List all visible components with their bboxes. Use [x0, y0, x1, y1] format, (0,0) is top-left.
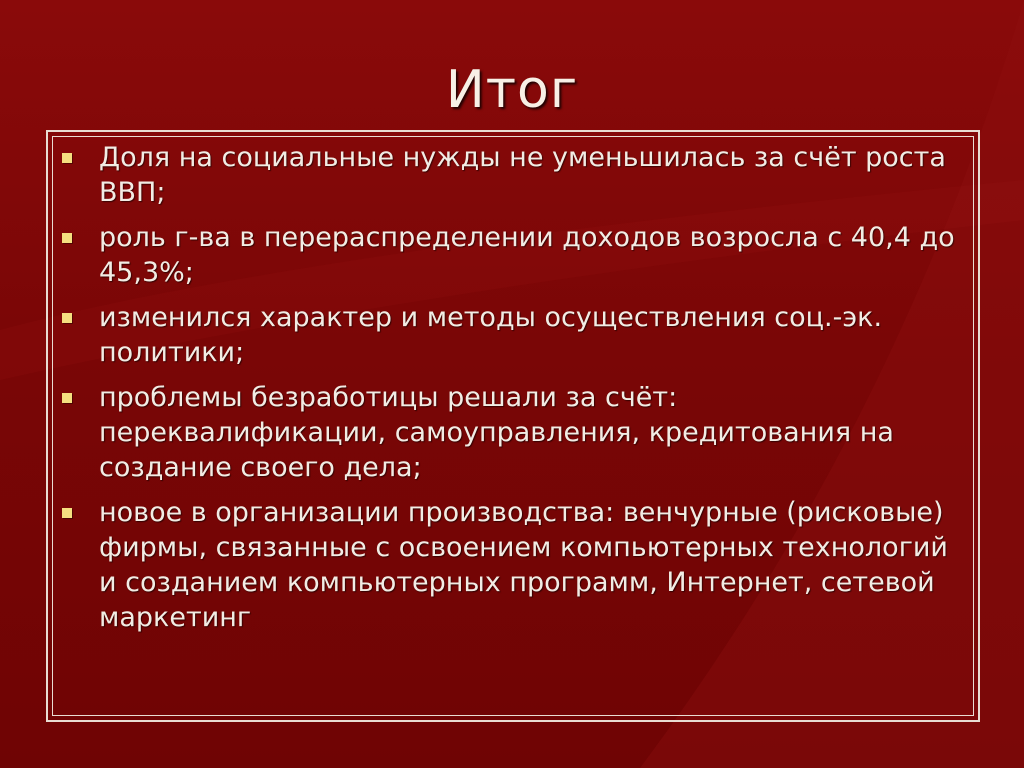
bullet-item [62, 140, 962, 210]
bullet-item [62, 220, 962, 290]
square-bullet-icon [62, 393, 72, 403]
bullet-list [62, 140, 962, 635]
bullet-text: роль г-ва в перераспределении доходов возросла с 40,4 до 45,3%; [99, 222, 955, 288]
bullet-text: Доля на социальные нужды не уменьшилась за счёт роста ВВП; [99, 142, 946, 208]
square-bullet-icon [62, 153, 72, 163]
square-bullet-icon [62, 233, 72, 243]
slide-title: Итог [445, 60, 579, 120]
bullet-text: проблемы безработицы решали за счёт: переквалификации, самоуправления, кредитования на создание своего дела; [99, 382, 894, 483]
bullet-item [62, 495, 962, 635]
bullet-text: изменился характер и методы осуществления соц.-эк. политики; [99, 302, 883, 368]
square-bullet-icon [62, 508, 72, 518]
square-bullet-icon [62, 313, 72, 323]
bullet-item [62, 300, 962, 370]
bullet-text: новое в организации производства: венчурные (рисковые) фирмы, связанные с освоением компьютерных технологий и созданием компьютерных программ, Интернет, сетевой маркетинг [99, 497, 948, 633]
slide-body [62, 140, 962, 645]
bullet-item [62, 380, 962, 485]
